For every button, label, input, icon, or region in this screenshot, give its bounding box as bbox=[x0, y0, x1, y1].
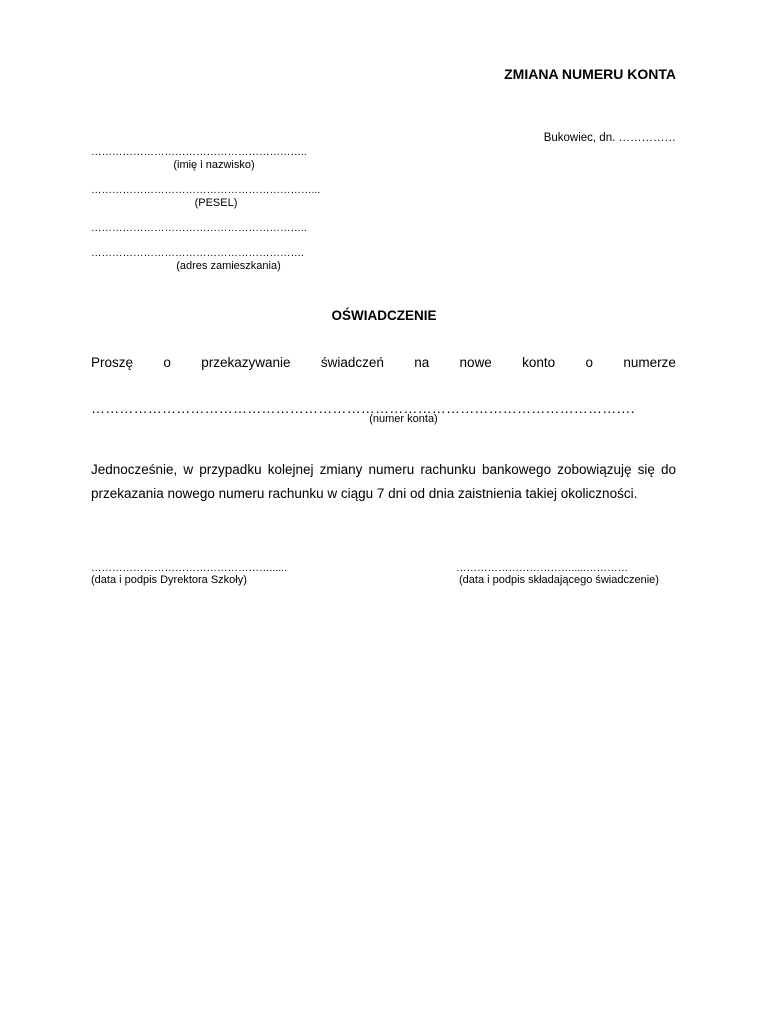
applicant-signature-dots: …………………………….....………… bbox=[456, 562, 629, 574]
pesel-field bbox=[91, 184, 351, 209]
statement-title: OŚWIADCZENIE bbox=[331, 308, 437, 323]
request-word: konto bbox=[522, 355, 556, 370]
applicant-signature-field bbox=[456, 562, 659, 586]
address-line1-field bbox=[91, 222, 351, 234]
document-title: ZMIANA NUMERU KONTA bbox=[504, 66, 676, 82]
account-number-field bbox=[91, 400, 676, 425]
request-line bbox=[91, 355, 676, 370]
account-dots: ……………………………………………………………………………………………………. bbox=[91, 400, 635, 416]
director-signature-caption: (data i podpis Dyrektora Szkoły) bbox=[91, 574, 247, 586]
obligation-paragraph: Jednocześnie, w przypadku kolejnej zmiany numeru rachunku bankowego zobowiązuję się do przekazania nowego numeru rachunku w ciągu 7 dni od dnia zaistnienia takiej okoliczności. bbox=[91, 462, 676, 501]
account-caption: (numer konta) bbox=[369, 413, 438, 425]
name-field bbox=[91, 146, 351, 171]
name-dots: …………………………………………………….. bbox=[91, 146, 307, 158]
request-word: na bbox=[414, 355, 430, 370]
address-line2-dots: ……………………………………………………. bbox=[91, 247, 304, 259]
request-word: przekazywanie bbox=[201, 355, 291, 370]
name-caption: (imię i nazwisko) bbox=[173, 159, 255, 171]
director-signature-field bbox=[91, 562, 287, 586]
address-caption: (adres zamieszkania) bbox=[176, 260, 281, 272]
applicant-signature-caption: (data i podpis składającego świadczenie) bbox=[459, 574, 659, 586]
pesel-caption: (PESEL) bbox=[194, 197, 238, 209]
request-word: nowe bbox=[459, 355, 492, 370]
request-word: o bbox=[585, 355, 594, 370]
place-date: Bukowiec, dn. …………… bbox=[543, 132, 676, 144]
request-word: numerze bbox=[623, 355, 676, 370]
request-word: świadczeń bbox=[320, 355, 384, 370]
address-field bbox=[91, 247, 351, 272]
address-line1-dots: …………………………………………………….. bbox=[91, 222, 307, 234]
request-word: o bbox=[163, 355, 171, 370]
pesel-dots: ………………………………………………………... bbox=[91, 184, 321, 196]
request-word: Proszę bbox=[91, 355, 134, 370]
director-signature-dots: ……………………………………………...... bbox=[91, 562, 288, 574]
